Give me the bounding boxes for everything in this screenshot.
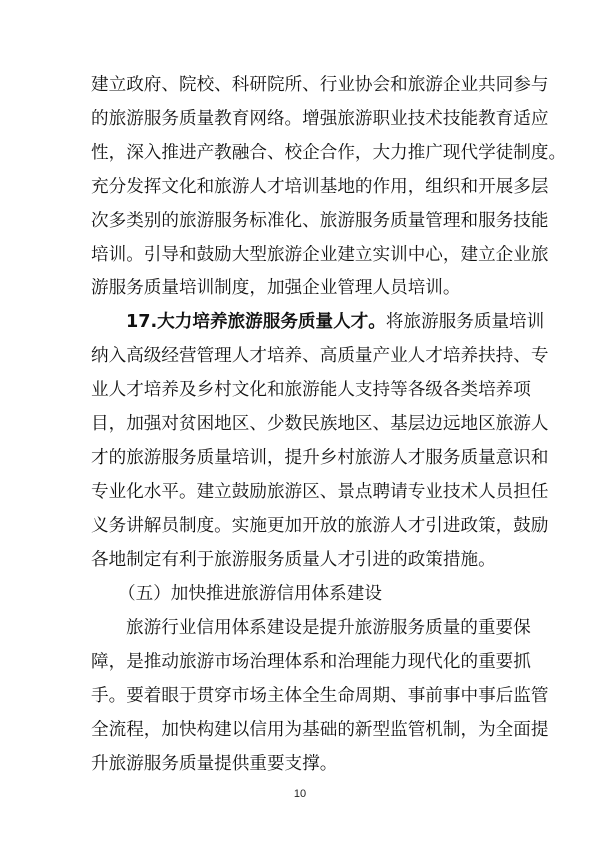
text-line: 充分发挥文化和旅游人才培训基地的作用，组织和开展多层 [91, 177, 549, 197]
text-line: 目，加强对贫困地区、少数民族地区、基层边远地区旅游人 [91, 414, 549, 434]
text-line: 义务讲解员制度。实施更加开放的旅游人才引进政策，鼓励 [91, 516, 549, 536]
item-17-text: 将旅游服务质量培训 [385, 312, 545, 332]
text-line: 纳入高级经营管理人才培养、高质量产业人才培养扶持、专 [91, 346, 549, 366]
text-line: 全流程，加快构建以信用为基础的新型监管机制，为全面提 [91, 720, 549, 740]
page-number: 10 [293, 788, 307, 800]
item-17-title: 17.大力培养旅游服务质量人才。 [126, 312, 386, 332]
item-17-first-line [126, 311, 545, 333]
text-line: 业人才培养及乡村文化和旅游能人支持等各级各类培养项 [91, 380, 531, 400]
text-line: 升旅游服务质量提供重要支撑。 [91, 754, 338, 774]
section-heading: （五）加快推进旅游信用体系建设 [118, 584, 382, 604]
text-line: 各地制定有利于旅游服务质量人才引进的政策措施。 [91, 550, 496, 570]
text-line: 专业化水平。建立鼓励旅游区、景点聘请专业技术人员担任 [91, 482, 549, 502]
text-line: 次多类别的旅游服务标准化、旅游服务质量管理和服务技能 [91, 211, 549, 231]
text-line: 培训。引导和鼓励大型旅游企业建立实训中心，建立企业旅 [91, 245, 549, 265]
text-line: 性，深入推进产教融合、校企合作，大力推广现代学徒制度。 [91, 143, 567, 163]
text-line: 障，是推动旅游市场治理体系和治理能力现代化的重要抓 [91, 652, 531, 672]
text-line: 建立政府、院校、科研院所、行业协会和旅游企业共同参与 [91, 75, 549, 95]
text-line: 的旅游服务质量教育网络。增强旅游职业技术技能教育适应 [91, 109, 549, 129]
text-line: 游服务质量培训制度，加强企业管理人员培训。 [91, 278, 461, 298]
text-line: 才的旅游服务质量培训，提升乡村旅游人才服务质量意识和 [91, 448, 549, 468]
text-line: 旅游行业信用体系建设是提升旅游服务质量的重要保 [126, 618, 531, 638]
text-line: 手。要着眼于贯穿市场主体全生命周期、事前事中事后监管 [91, 686, 549, 706]
